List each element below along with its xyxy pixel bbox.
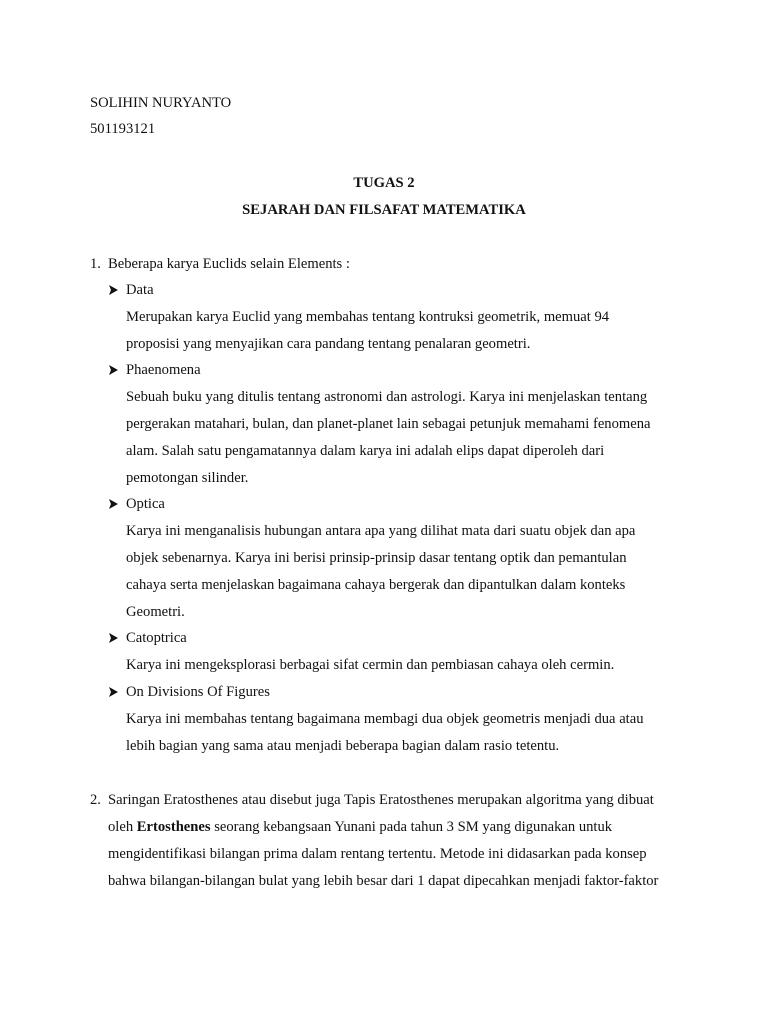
item-text: Sebuah buku yang ditulis tentang astronomi dan astrologi. Karya ini menjelaskan tentang: [126, 389, 648, 405]
q1-number: 1.: [90, 256, 101, 272]
q2-text-post: seorang kebangsaan Yunani pada tahun 3 SM yang digunakan untuk: [210, 819, 613, 835]
item-text: Merupakan karya Euclid yang membahas tentang kontruksi geometrik, memuat 94: [126, 309, 610, 325]
item-heading-phaenomena: Phaenomena: [126, 362, 201, 378]
item-text: Karya ini menganalisis hubungan antara apa yang dilihat mata dari suatu objek dan apa: [126, 523, 636, 539]
q2-text: mengidentifikasi bilangan prima dalam rentang tertentu. Metode ini didasarkan pada konsep: [108, 846, 647, 862]
item-text: objek sebenarnya. Karya ini berisi prinsip-prinsip dasar tentang optik dan pemantulan: [126, 550, 627, 566]
q2-number: 2.: [90, 792, 101, 808]
item-text: Karya ini mengeksplorasi berbagai sifat cermin dan pembiasan cahaya oleh cermin.: [126, 657, 615, 673]
arrow-bullet-icon: [108, 683, 121, 701]
q1-intro: Beberapa karya Euclids selain Elements :: [108, 256, 350, 272]
item-text: alam. Salah satu pengamatannya dalam karya ini adalah elips dapat diperoleh dari: [126, 443, 605, 459]
assignment-title: TUGAS 2: [353, 175, 415, 191]
arrow-bullet-icon: [108, 495, 121, 513]
item-text: proposisi yang menyajikan cara pandang tentang penalaran geometri.: [126, 336, 531, 352]
item-heading-catoptrica: Catoptrica: [126, 630, 187, 646]
q2-text: Saringan Eratosthenes atau disebut juga Tapis Eratosthenes merupakan algoritma yang dibuat: [108, 792, 654, 808]
item-heading-optica: Optica: [126, 496, 165, 512]
item-heading-data: Data: [126, 282, 154, 298]
q2-text-pre: oleh: [108, 819, 137, 835]
arrow-bullet-icon: [108, 361, 121, 379]
item-text: pemotongan silinder.: [126, 470, 249, 486]
author-name: SOLIHIN NURYANTO: [90, 95, 232, 111]
q2-bold-name: Ertosthenes: [136, 819, 211, 835]
student-id: 501193121: [90, 121, 156, 137]
item-text: Karya ini membahas tentang bagaimana membagi dua objek geometris menjadi dua atau: [126, 711, 644, 727]
arrow-bullet-icon: [108, 629, 121, 647]
item-heading-divisions: On Divisions Of Figures: [126, 684, 270, 700]
course-title: SEJARAH DAN FILSAFAT MATEMATIKA: [242, 202, 526, 218]
item-text: Geometri.: [126, 604, 185, 620]
q2-text: bahwa bilangan-bilangan bulat yang lebih besar dari 1 dapat dipecahkan menjadi faktor-faktor: [108, 873, 659, 889]
arrow-bullet-icon: [108, 281, 121, 299]
item-text: cahaya serta menjelaskan bagaimana cahaya bergerak dan dipantulkan dalam konteks: [126, 577, 626, 593]
item-text: lebih bagian yang sama atau menjadi beberapa bagian dalam rasio tetentu.: [126, 738, 560, 754]
q2-text: [108, 818, 612, 836]
item-text: pergerakan matahari, bulan, dan planet-planet lain sebagai petunjuk memahami fenomena: [126, 416, 651, 432]
